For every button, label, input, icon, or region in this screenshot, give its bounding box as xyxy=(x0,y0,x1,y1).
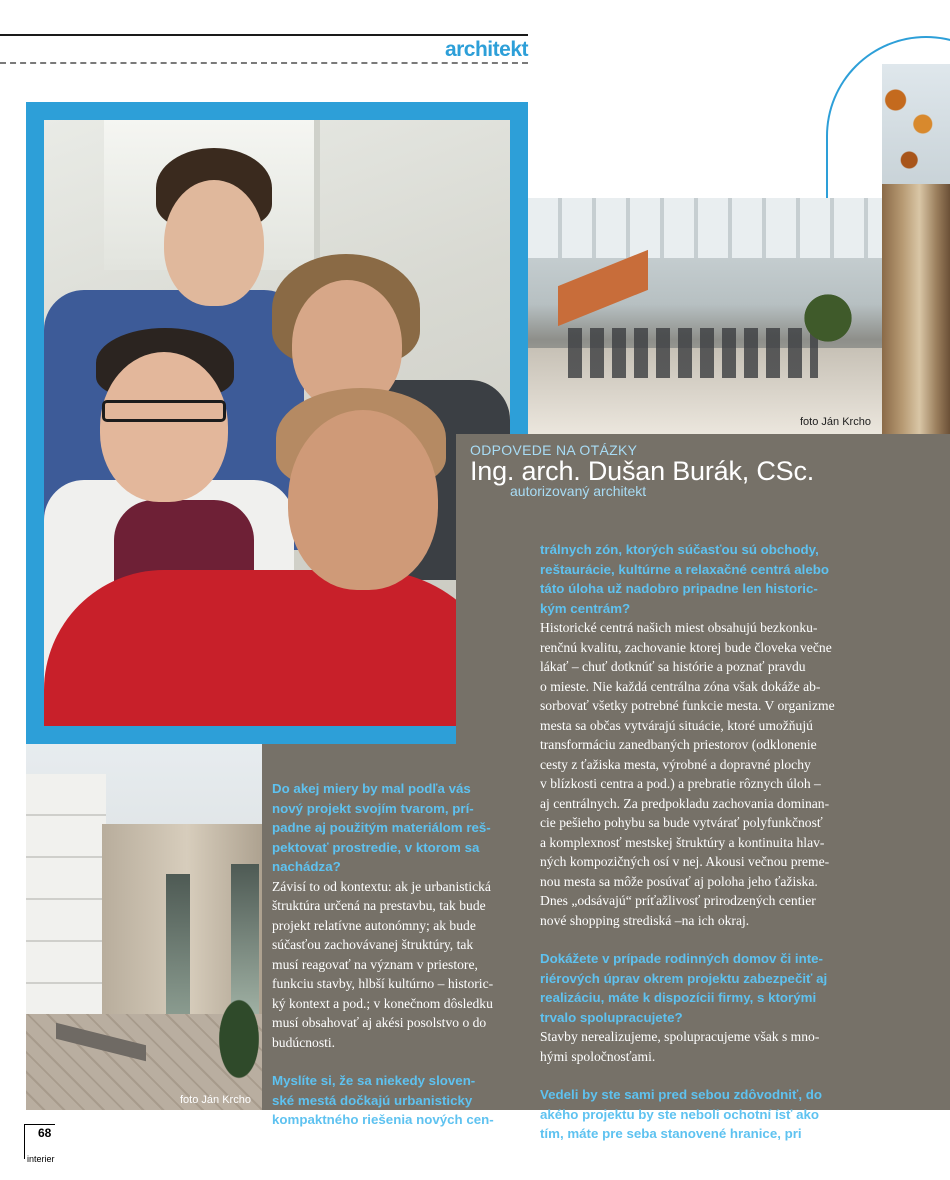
text-line: padne aj použitým materiálom reš- xyxy=(272,820,491,835)
text-line: ské mestá dočkajú urbanisticky xyxy=(272,1092,473,1108)
answer-3 xyxy=(540,1027,870,1066)
text-line: Stavby nerealizujeme, spolupracujeme však s mno- xyxy=(540,1029,820,1044)
text-line: aj centrálnych. Za predpokladu zachovania dominan- xyxy=(540,795,830,811)
top-rule xyxy=(0,34,528,36)
text-line: Do akej miery by mal podľa vás xyxy=(272,781,471,796)
text-line: pektovať prostredie, v ktorom sa xyxy=(272,839,480,855)
text-line: štruktúra určená na prestavbu, tak bude xyxy=(272,898,486,913)
chair-rows xyxy=(568,328,818,378)
text-line: sorbovať všetky potrebné funkcie mesta. V organizme xyxy=(540,698,835,713)
text-line: Vedeli by ste sami pred sebou zdôvodniť, do xyxy=(540,1087,822,1102)
text-line: ký kontext a pod.; v konečnom dôsledku xyxy=(272,995,493,1011)
text-line: reštaurácie, kultúrne a relaxačné centrá alebo xyxy=(540,561,829,577)
section-label: architekt xyxy=(444,38,528,61)
magazine-name: interier xyxy=(27,1154,55,1164)
photo-credit: foto Ján Krcho xyxy=(180,1094,251,1106)
lecture-hall-photo xyxy=(528,198,882,434)
text-line: akého projektu by ste neboli ochotní ísť ako xyxy=(540,1106,820,1122)
kicker: ODPOVEDE NA OTÁZKY xyxy=(470,442,638,458)
building-courtyard-photo xyxy=(26,744,262,1110)
text-line: Závisí to od kontextu: ak je urbanistická xyxy=(272,878,491,894)
text-line: táto úloha už nadobro pripadne len historic- xyxy=(540,581,818,596)
text-line: cie pešieho pohybu sa bude vytvárať polyfunkčnosť xyxy=(540,815,823,830)
question-1 xyxy=(272,779,518,877)
text-line: transformáciu zanedbaných priestorov (odklonenie xyxy=(540,737,817,752)
text-line: musí obsahovať aj akési posolstvo o do xyxy=(272,1015,487,1030)
group-portrait-photo xyxy=(44,120,510,726)
text-line: o mieste. Nie každá centrálna zóna však dokáže ab- xyxy=(540,678,821,694)
person-3-face xyxy=(100,352,228,502)
question-4 xyxy=(540,1085,870,1144)
text-line: Historické centrá našich miest obsahujú bezkonku- xyxy=(540,620,818,635)
text-line: hými spoločnosťami. xyxy=(540,1048,656,1064)
glass-window xyxy=(231,864,259,1014)
question-3 xyxy=(540,949,870,1027)
answer-1 xyxy=(272,877,518,1053)
autumn-leaves xyxy=(882,64,950,184)
glass-window xyxy=(166,874,190,1014)
photo-credit: foto Ján Krcho xyxy=(800,416,871,428)
text-line: nový projekt svojím tvarom, prí- xyxy=(272,800,474,816)
text-line: súčasťou zachovávanej štruktúry, tak xyxy=(272,937,474,952)
right-text-column xyxy=(540,540,870,1144)
text-line: funkciu stavby, hlbší kultúrno – historic- xyxy=(272,976,494,991)
text-line: Dokážete v prípade rodinných domov či inte- xyxy=(540,951,823,966)
question-2-continued xyxy=(540,540,870,618)
text-line: kým centrám? xyxy=(540,600,631,616)
left-text-column xyxy=(272,779,518,1130)
person-1-face xyxy=(164,180,264,306)
shrub xyxy=(216,994,262,1084)
text-line: renčnú kvalitu, zachovanie ktorej bude človeka večne xyxy=(540,639,832,655)
plant xyxy=(798,293,858,343)
text-line: a komplexnosť mestskej štruktúry a kontinuita hlav- xyxy=(540,834,825,850)
autumn-tree-photo xyxy=(882,64,950,434)
text-line: budúcnosti. xyxy=(272,1034,336,1050)
dashed-rule xyxy=(0,62,528,64)
text-line: nou mesta sa môže posúvať aj poloha jeho ťažiska. xyxy=(540,873,818,889)
person-4-face xyxy=(288,410,438,590)
historic-facade xyxy=(26,774,106,1014)
interviewee-role: autorizovaný architekt xyxy=(510,483,647,499)
text-line: tím, máte pre seba stanovené hranice, pri xyxy=(540,1126,802,1141)
ceiling-lights xyxy=(528,198,882,258)
text-line: nachádza? xyxy=(272,859,341,874)
question-2 xyxy=(272,1071,518,1130)
text-line: trálnych zón, ktorých súčasťou sú obchody, xyxy=(540,542,819,557)
page-number: 68 xyxy=(38,1126,52,1140)
text-line: cesty z ťažiska mesta, výrobné a dopravné plochy xyxy=(540,756,811,772)
text-line: realizáciu, máte k dispozícii firmy, s ktorými xyxy=(540,990,817,1005)
text-line: nové shopping strediská –na ich okraj. xyxy=(540,912,750,928)
text-line: musí reagovať na význam v priestore, xyxy=(272,956,478,972)
person-4-red-shirt xyxy=(44,570,510,726)
text-line: riérových úprav okrem projektu zabezpečiť aj xyxy=(540,970,828,986)
text-line: ných kompozičných osí v nej. Akousi večnou preme- xyxy=(540,854,830,869)
text-line: mesta sa občas vytvárajú situácie, ktoré umožňujú xyxy=(540,717,813,733)
answer-2 xyxy=(540,618,870,930)
text-line: Myslíte si, že sa niekedy sloven- xyxy=(272,1073,476,1088)
text-line: lákať – chuť dotknúť sa histórie a poznať pravdu xyxy=(540,659,806,674)
text-line: kompaktného riešenia nových cen- xyxy=(272,1112,494,1127)
glasses-icon xyxy=(102,400,226,422)
text-line: v blízkosti centra a pod.) a prebratie rôznych úloh – xyxy=(540,776,821,791)
interviewee-name: Ing. arch. Dušan Burák, CSc. xyxy=(470,456,815,486)
text-line: trvalo spolupracujete? xyxy=(540,1009,683,1025)
text-line: projekt relatívne autonómny; ak bude xyxy=(272,917,476,933)
text-line: Dnes „odsávajú“ príťažlivosť prirodzených centier xyxy=(540,893,816,908)
orange-staircase xyxy=(558,250,648,326)
